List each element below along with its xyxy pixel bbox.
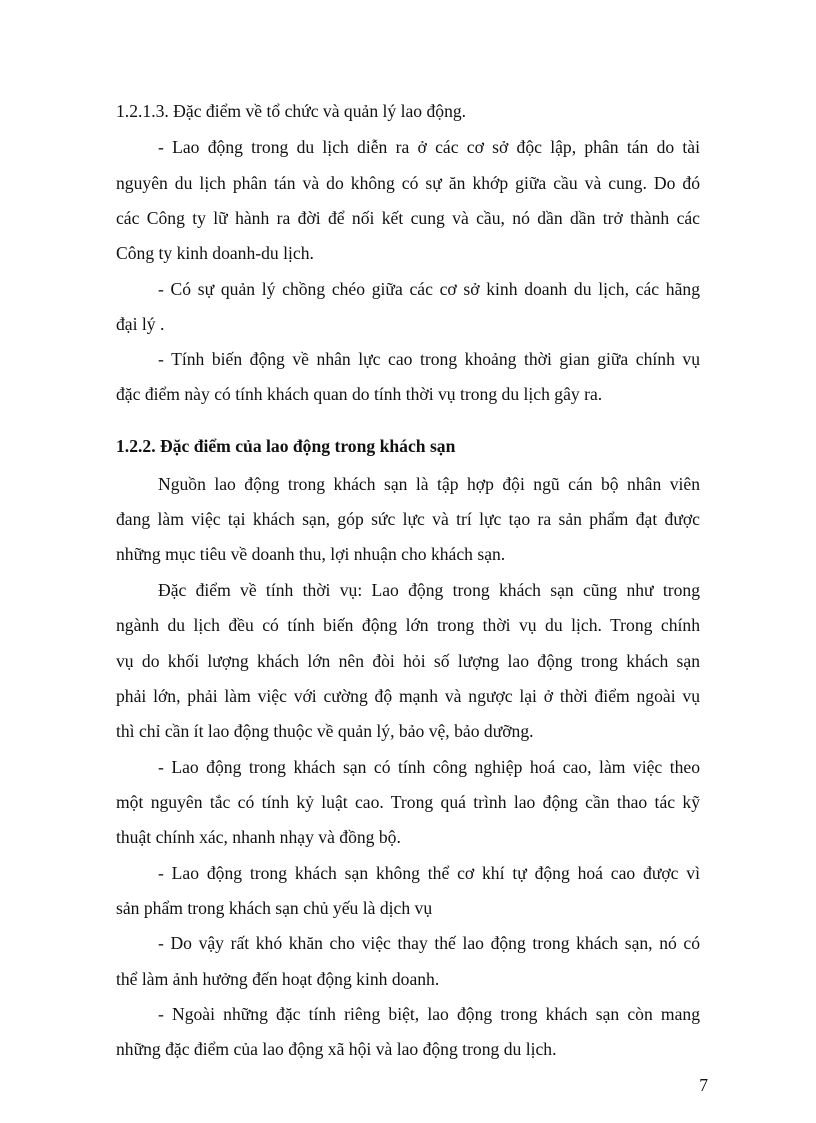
- paragraph-line: những đặc điểm của lao động xã hội và lao động trong du lịch.: [116, 1039, 557, 1059]
- paragraph-line: - Do vậy rất khó khăn cho việc thay thế lao động trong khách sạn, nó có: [158, 933, 700, 953]
- paragraph-line: - Có sự quản lý chồng chéo giữa các cơ sở kinh doanh du lịch, các hãng: [158, 279, 700, 299]
- section-heading-1213: 1.2.1.3. Đặc điểm về tổ chức và quản lý lao động.: [116, 101, 467, 121]
- paragraph-line: - Tính biến động về nhân lực cao trong khoảng thời gian giữa chính vụ: [158, 349, 700, 369]
- paragraph-line: - Ngoài những đặc tính riêng biệt, lao động trong khách sạn còn mang: [158, 1004, 700, 1024]
- paragraph-line: - Lao động trong khách sạn có tính công nghiệp hoá cao, làm việc theo: [158, 757, 700, 777]
- paragraph-line: đang làm việc tại khách sạn, góp sức lực và trí lực tạo ra sản phẩm đạt được: [116, 509, 700, 529]
- section-heading-122: 1.2.2. Đặc điểm của lao động trong khách sạn: [116, 436, 456, 456]
- paragraph-line: các Công ty lữ hành ra đời để nối kết cung và cầu, nó dần dần trở thành các: [116, 208, 700, 228]
- paragraph-line: Công ty kinh doanh-du lịch.: [116, 243, 314, 263]
- paragraph-line: thuật chính xác, nhanh nhạy và đồng bộ.: [116, 827, 401, 847]
- paragraph-line: đặc điểm này có tính khách quan do tính thời vụ trong du lịch gây ra.: [116, 384, 603, 404]
- paragraph-line: - Lao động trong khách sạn không thể cơ khí tự động hoá cao được vì: [158, 863, 700, 883]
- paragraph-line: - Lao động trong du lịch diễn ra ở các cơ sở độc lập, phân tán do tài: [158, 137, 700, 157]
- paragraph-line: thể làm ảnh hưởng đến hoạt động kinh doanh.: [116, 969, 440, 989]
- paragraph-line: Nguồn lao động trong khách sạn là tập hợp đội ngũ cán bộ nhân viên: [158, 474, 700, 494]
- paragraph-line: những mục tiêu về doanh thu, lợi nhuận cho khách sạn.: [116, 544, 506, 564]
- paragraph-line: đại lý .: [116, 314, 165, 334]
- paragraph-line: vụ do khối lượng khách lớn nên đòi hỏi số lượng lao động trong khách sạn: [116, 651, 700, 671]
- paragraph-line: phải lớn, phải làm việc với cường độ mạnh và ngược lại ở thời điểm ngoài vụ: [116, 686, 700, 706]
- paragraph-line: ngành du lịch đều có tính biến động lớn trong thời vụ du lịch. Trong chính: [116, 615, 700, 635]
- paragraph-line: thì chỉ cần ít lao động thuộc về quản lý, bảo vệ, bảo dưỡng.: [116, 721, 534, 741]
- paragraph-line: Đặc điểm về tính thời vụ: Lao động trong khách sạn cũng như trong: [158, 580, 700, 600]
- paragraph-line: sản phẩm trong khách sạn chủ yếu là dịch vụ: [116, 898, 433, 918]
- paragraph-line: một nguyên tắc có tính kỷ luật cao. Trong quá trình lao động cần thao tác kỹ: [116, 792, 700, 812]
- page-number: 7: [699, 1075, 708, 1095]
- paragraph-line: nguyên du lịch phân tán và do không có sự ăn khớp giữa cầu và cung. Do đó: [116, 173, 700, 193]
